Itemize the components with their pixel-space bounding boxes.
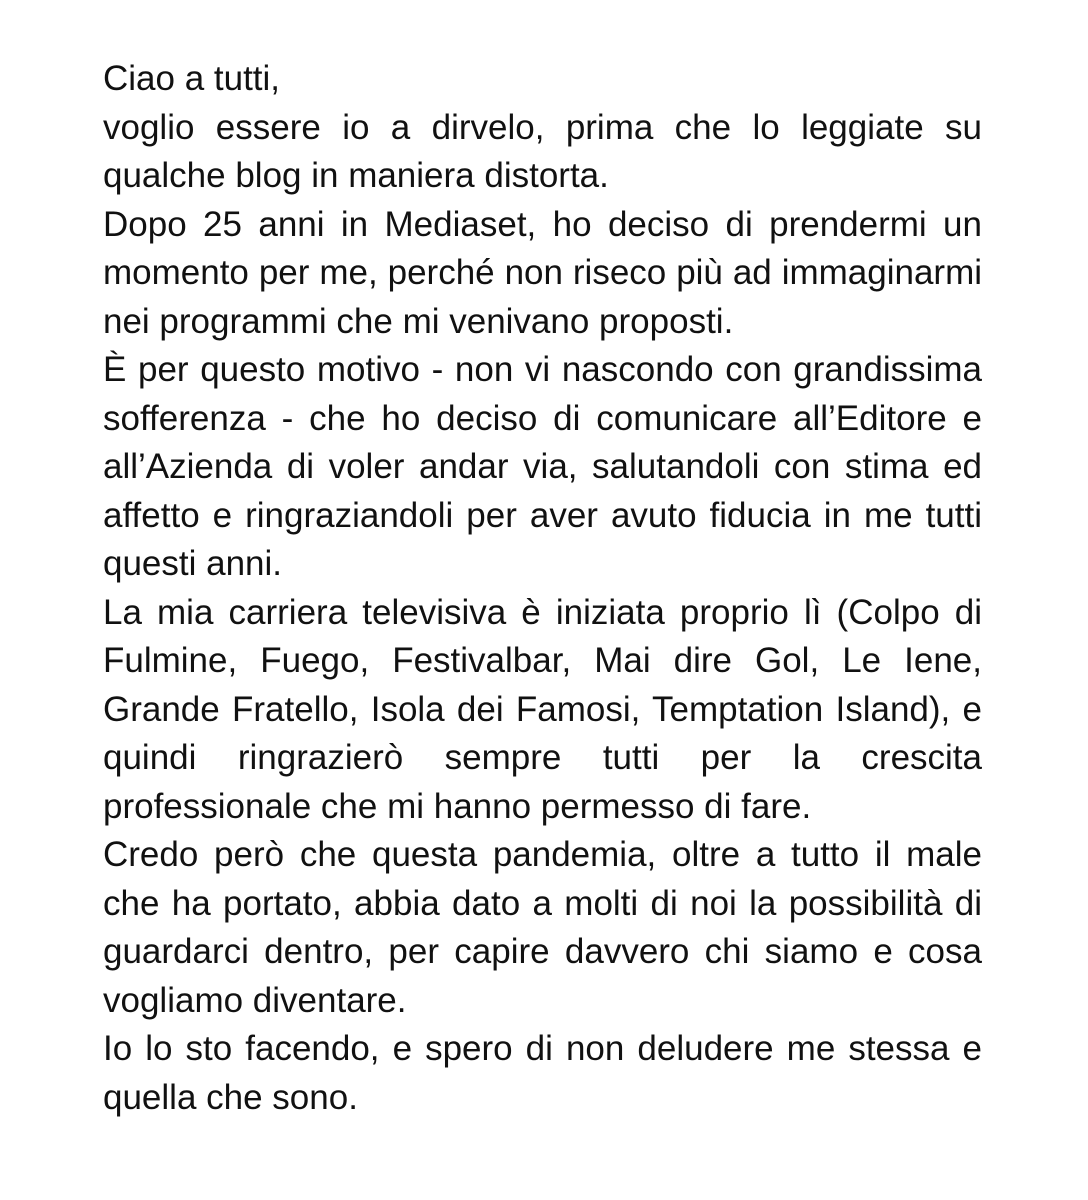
farewell-paragraph: È per questo motivo - non vi nascondo con grandissima sofferenza - che ho deciso di comunicare all’Editore e all’Azienda di voler andar via, salutandoli con stima ed affetto e ringraziandoli per aver avuto fiducia in me tutti questi anni.	[103, 350, 982, 583]
decision-paragraph: Dopo 25 anni in Mediaset, ho deciso di prendermi un momento per me, perché non riseco più ad immaginarmi nei programmi che mi venivano proposti.	[103, 204, 982, 341]
greeting-paragraph: Ciao a tutti,	[103, 59, 281, 98]
letter-body	[103, 55, 982, 1122]
intro-paragraph: voglio essere io a dirvelo, prima che lo leggiate su qualche blog in maniera distorta.	[103, 107, 982, 195]
career-paragraph: La mia carriera televisiva è iniziata proprio lì (Colpo di Fulmine, Fuego, Festivalbar, Mai dire Gol, Le Iene, Grande Fratello, Isola dei Famosi, Temptation Island), e quindi ringrazierò sempre tutti per la crescita professionale che mi hanno permesso di fare.	[103, 592, 982, 826]
pandemic-paragraph: Credo però che questa pandemia, oltre a tutto il male che ha portato, abbia dato a molti di noi la possibilità di guardarci dentro, per capire davvero chi siamo e cosa vogliamo diventare.	[103, 835, 982, 1020]
closing-paragraph: Io lo sto facendo, e spero di non deludere me stessa e quella che sono.	[103, 1029, 982, 1117]
